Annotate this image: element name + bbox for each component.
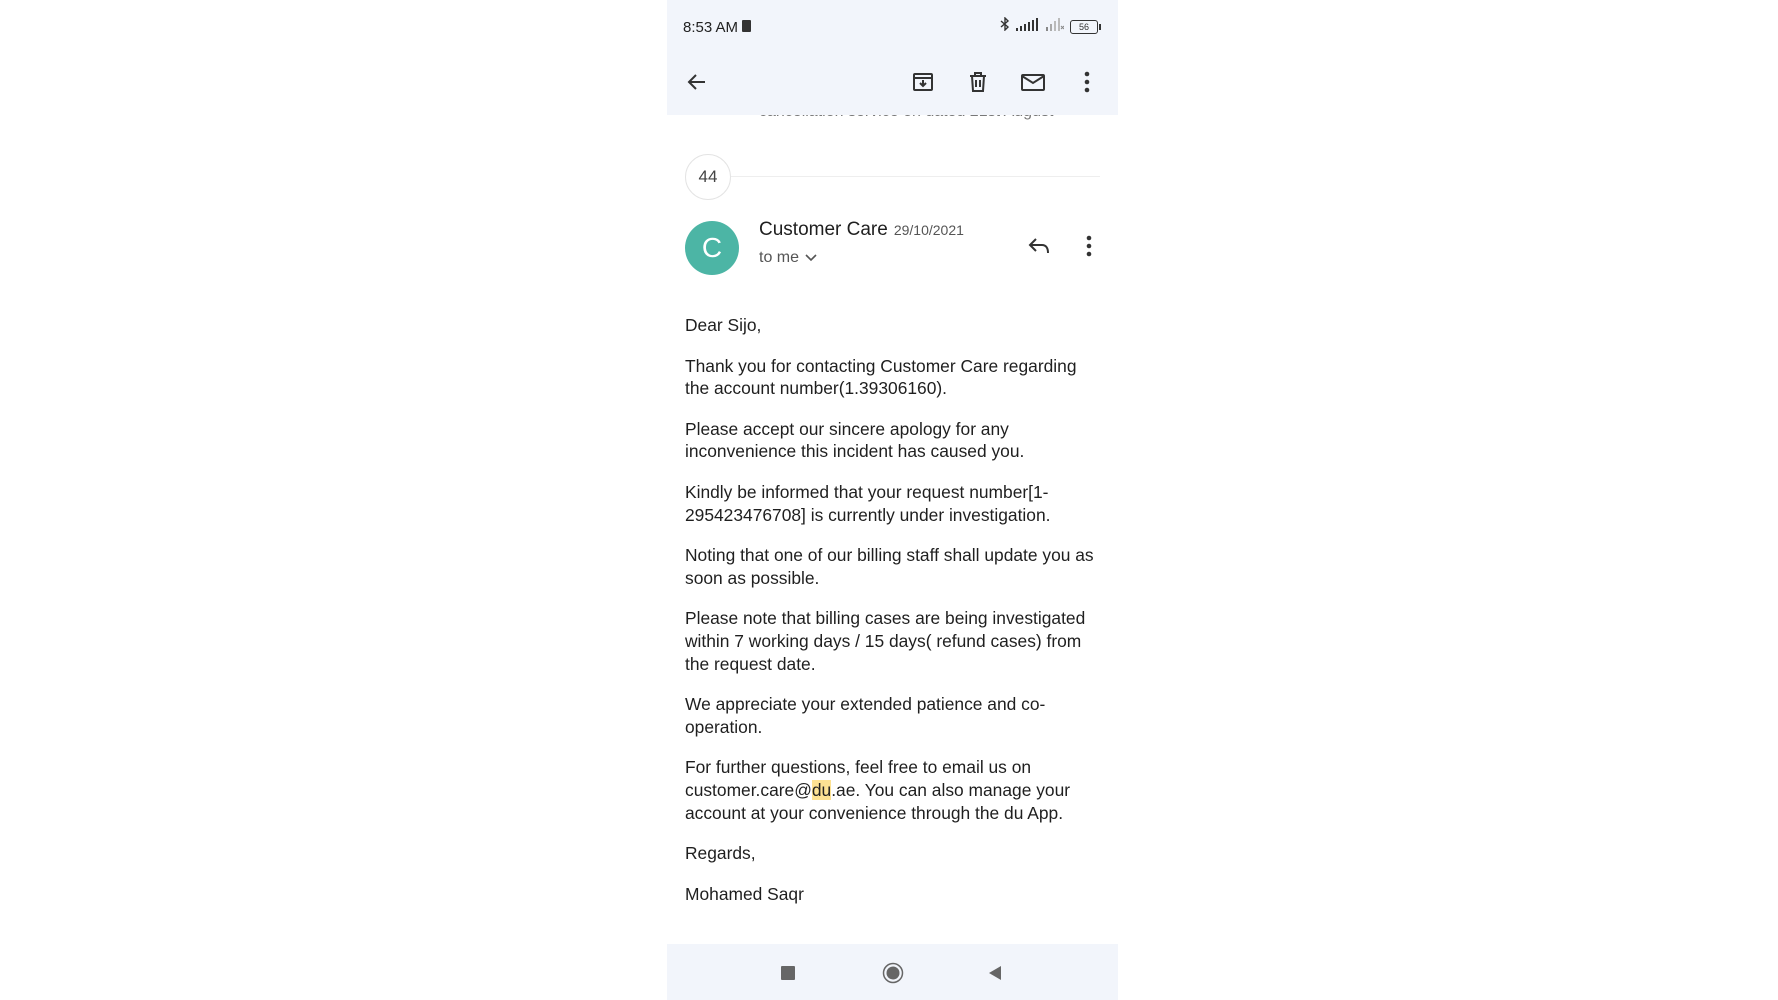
home-circle-icon <box>882 962 904 984</box>
delete-icon <box>966 70 990 94</box>
system-nav-bar <box>667 944 1118 1000</box>
message-date: 29/10/2021 <box>893 222 964 238</box>
contact-text-end: .ae. You can also manage your account at your convenience through the du App. <box>685 779 1071 823</box>
status-bar <box>667 0 1118 52</box>
divider <box>685 176 1100 177</box>
delete-button[interactable] <box>958 62 998 102</box>
signal-icon <box>1016 17 1040 36</box>
signal-weak-icon <box>1046 17 1064 36</box>
recents-button[interactable] <box>773 958 803 988</box>
system-back-button[interactable] <box>980 958 1010 988</box>
body-paragraph: Please note that billing cases are being investigated within 7 working days / 15 days( refund cases) from the request date. <box>685 608 1086 674</box>
back-triangle-icon <box>988 965 1002 981</box>
app-top-bar <box>667 0 1118 115</box>
reply-button[interactable] <box>1019 226 1059 266</box>
body-paragraph-contact <box>685 756 1100 824</box>
signature: Mohamed Saqr <box>685 883 804 904</box>
more-options-button[interactable] <box>1067 62 1107 102</box>
back-arrow-icon <box>685 70 709 94</box>
archive-button[interactable] <box>903 62 943 102</box>
sender-name: Customer Care <box>759 219 888 240</box>
recents-square-icon <box>781 966 795 980</box>
body-paragraph: Please accept our sincere apology for any inconvenience this incident has caused you. <box>685 418 1025 462</box>
status-time: 8:53 AM <box>683 19 739 36</box>
body-paragraph: Dear Sijo, <box>685 315 762 335</box>
email-toolbar <box>667 52 1118 112</box>
message-more-button[interactable] <box>1069 226 1109 266</box>
body-paragraph: Noting that one of our billing staff shall update you as soon as possible. <box>685 545 1094 588</box>
body-paragraph: Regards, <box>685 843 756 864</box>
sim-card-icon <box>742 20 751 32</box>
phone-screen <box>667 0 1118 1000</box>
home-button[interactable] <box>878 958 908 988</box>
message-body <box>685 314 1100 923</box>
status-icons <box>1000 17 1098 36</box>
archive-icon <box>911 70 935 94</box>
collapsed-messages-row <box>667 150 1118 202</box>
more-vert-icon <box>1086 235 1092 257</box>
bluetooth-icon <box>1000 17 1010 36</box>
contact-text-start: For further questions, feel free to email us on customer.care@ <box>685 757 1032 800</box>
body-paragraph: Kindly be informed that your request number[1-295423476708] is currently under investigation. <box>685 481 1051 525</box>
reply-icon <box>1027 236 1051 256</box>
collapsed-count-badge[interactable]: 44 <box>685 154 731 200</box>
body-paragraph: We appreciate your extended patience and co-operation. <box>685 694 1046 737</box>
sender-line <box>759 219 964 241</box>
mark-unread-icon <box>1020 70 1046 94</box>
chevron-down-icon <box>805 254 817 262</box>
more-vert-icon <box>1084 71 1090 93</box>
battery-icon: 56 <box>1070 20 1098 34</box>
recipient-label: to me <box>759 249 800 266</box>
mark-unread-button[interactable] <box>1013 62 1053 102</box>
search-highlight: du <box>811 779 832 800</box>
recipient-details-toggle[interactable] <box>759 249 817 267</box>
back-button[interactable] <box>677 62 717 102</box>
message-header <box>667 218 1118 282</box>
avatar[interactable]: C <box>685 221 739 275</box>
body-paragraph: Thank you for contacting Customer Care regarding the account number(1.39306160). <box>685 355 1077 399</box>
